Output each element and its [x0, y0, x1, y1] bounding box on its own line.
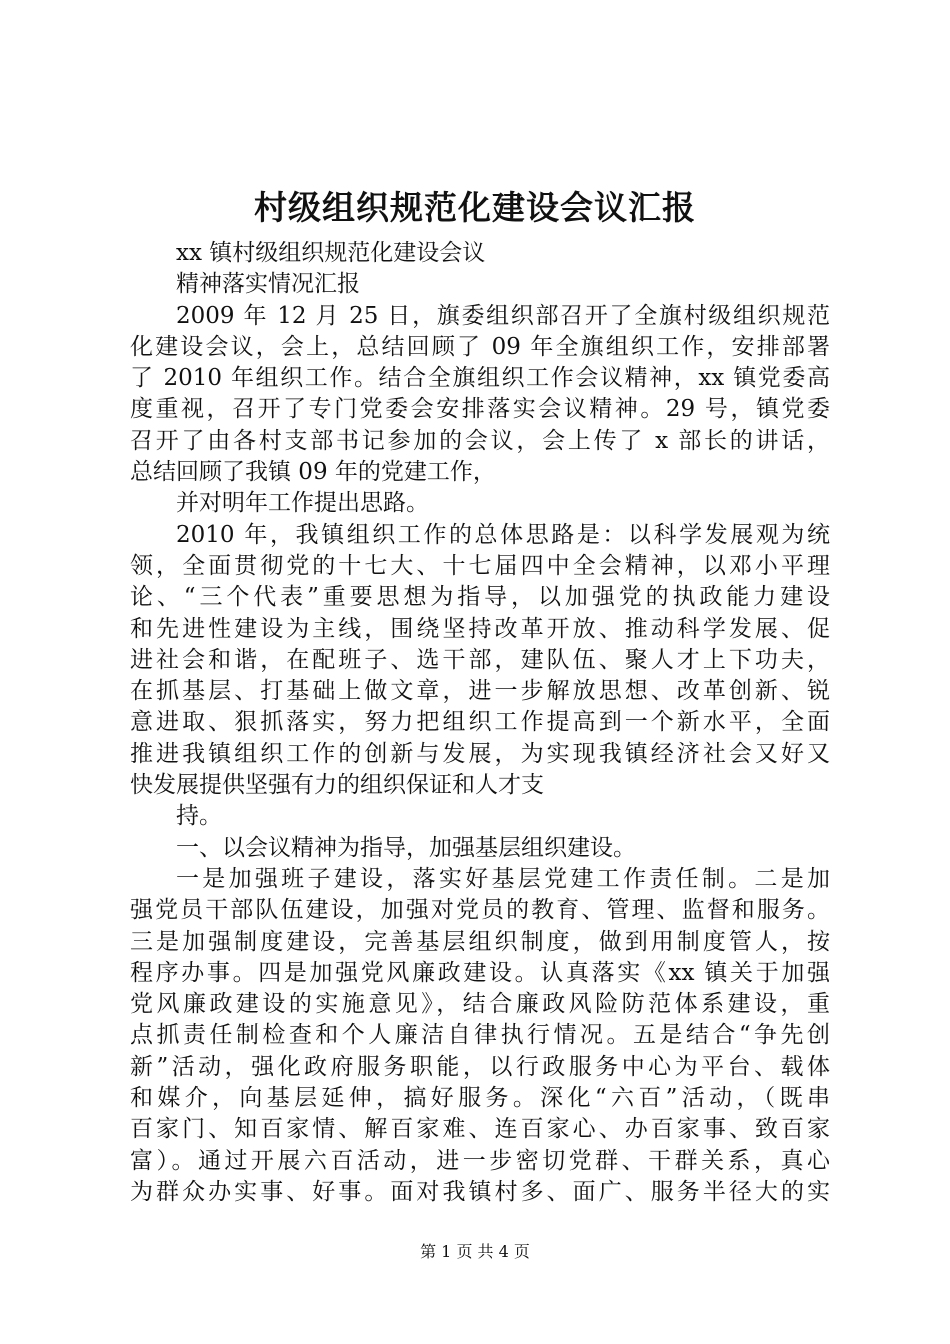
text-line: 2009 年 12 月 25 日，旗委组织部召开了全旗村级组织规范	[176, 302, 830, 329]
text-line: 一是加强班子建设，落实好基层党建工作责任制。二是加	[176, 865, 830, 892]
text-line: 度重视，召开了专门党委会安排落实会议精神。29 号，镇党委	[130, 396, 830, 423]
text-line: 召开了由各村支部书记参加的会议，会上传了 x 部长的讲话，	[130, 427, 830, 454]
text-line: 进社会和谐，在配班子、选干部，建队伍、聚人才上下功夫，	[130, 646, 830, 673]
text-line: 精神落实情况汇报	[176, 271, 360, 298]
text-line: 化建设会议，会上，总结回顾了 09 年全旗组织工作，安排部署	[130, 333, 830, 360]
text-line: xx 镇村级组织规范化建设会议	[176, 240, 486, 266]
text-line: 了 2010 年组织工作。结合全旗组织工作会议精神，xx 镇党委高	[130, 365, 830, 392]
text-line: 持。	[176, 803, 222, 830]
text-line: 程序办事。四是加强党风廉政建设。认真落实《xx 镇关于加强	[130, 959, 830, 986]
text-line: 和先进性建设为主线，围绕坚持改革开放、推动科学发展、促	[130, 615, 830, 642]
text-line: 在抓基层、打基础上做文章，进一步解放思想、改革创新、锐	[130, 678, 830, 705]
text-line: 并对明年工作提出思路。	[176, 490, 429, 517]
text-line: 党风廉政建设的实施意见》，结合廉政风险防范体系建设，重	[130, 991, 830, 1018]
text-line: 百家门、知百家情、解百家难、连百家心、办百家事、致百家	[130, 1116, 830, 1143]
text-line: 推进我镇组织工作的创新与发展，为实现我镇经济社会又好又	[130, 740, 830, 767]
text-line: 快发展提供坚强有力的组织保证和人才支	[130, 772, 544, 799]
text-line: 意进取、狠抓落实，努力把组织工作提高到一个新水平，全面	[130, 709, 830, 736]
text-line: 新”活动，强化政府服务职能，以行政服务中心为平台、载体	[130, 1053, 830, 1080]
text-line: 领，全面贯彻党的十七大、十七届四中全会精神，以邓小平理	[130, 552, 830, 579]
text-line: 为群众办实事、好事。面对我镇村多、面广、服务半径大的实	[130, 1178, 830, 1205]
text-line: 点抓责任制检查和个人廉洁自律执行情况。五是结合“争先创	[130, 1022, 830, 1049]
document-title: 村级组织规范化建设会议汇报	[254, 188, 696, 227]
page-footer: 第 1 页 共 4 页	[420, 1242, 530, 1261]
text-line: 2010 年，我镇组织工作的总体思路是：以科学发展观为统	[176, 521, 830, 548]
text-line: 强党员干部队伍建设，加强对党员的教育、管理、监督和服务。	[130, 897, 830, 924]
document-body	[130, 238, 830, 1208]
text-line: 富）。通过开展六百活动，进一步密切党群、干群关系，真心	[130, 1147, 830, 1174]
text-line: 一、以会议精神为指导，加强基层组织建设。	[176, 834, 636, 861]
text-line: 三是加强制度建设，完善基层组织制度，做到用制度管人，按	[130, 928, 830, 955]
text-line: 和媒介，向基层延伸，搞好服务。深化“六百”活动，（既串	[130, 1085, 830, 1112]
text-line: 论、“三个代表”重要思想为指导，以加强党的执政能力建设	[130, 584, 830, 611]
text-line: 总结回顾了我镇 09 年的党建工作，	[130, 459, 496, 486]
